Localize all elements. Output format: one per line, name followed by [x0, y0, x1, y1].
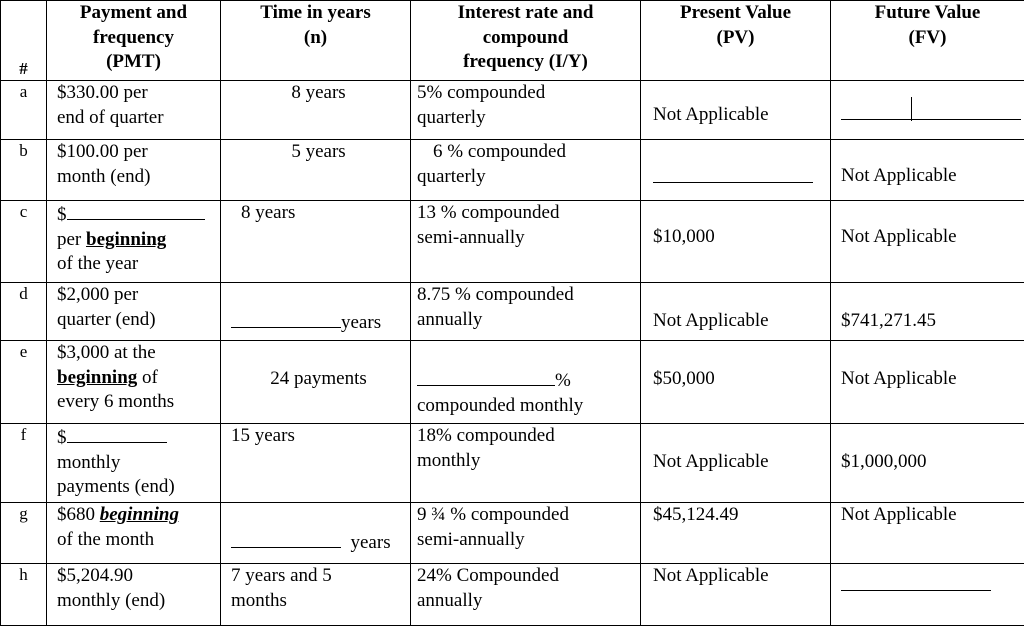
table-row — [1, 424, 1024, 503]
n-answer-blank[interactable] — [231, 529, 341, 548]
iy-cell: 24% Compounded annually — [411, 564, 641, 626]
pmt-cell: $100.00 per month (end) — [47, 140, 221, 201]
fv-cell: Not Applicable — [831, 201, 1024, 283]
fv-cell: Not Applicable — [831, 503, 1024, 564]
fv-cell[interactable] — [831, 81, 1024, 140]
pv-cell: $45,124.49 — [641, 503, 831, 564]
table-row — [1, 201, 1024, 283]
n-cell: 7 years and 5 months — [221, 564, 411, 626]
n-cell: years — [221, 503, 411, 564]
pmt-cell: $ per beginning of the year — [47, 201, 221, 283]
iy-cell: 9 ¾ % compounded semi-annually — [411, 503, 641, 564]
pmt-cell: $2,000 per quarter (end) — [47, 283, 221, 341]
header-n: Time in years (n) — [221, 1, 411, 81]
header-number: # — [1, 1, 47, 81]
pv-cell: Not Applicable — [641, 424, 831, 503]
pmt-answer-blank[interactable] — [67, 424, 167, 443]
pv-cell: Not Applicable — [641, 564, 831, 626]
pmt-answer-blank[interactable] — [67, 201, 205, 220]
pv-cell: $50,000 — [641, 341, 831, 424]
n-cell: 15 years — [221, 424, 411, 503]
iy-cell: 8.75 % compounded annually — [411, 283, 641, 341]
row-id: a — [1, 81, 47, 140]
n-cell: years — [221, 283, 411, 341]
pv-cell: Not Applicable — [641, 283, 831, 341]
n-cell: 5 years — [221, 140, 411, 201]
pmt-cell: $ monthly payments (end) — [47, 424, 221, 503]
table-row — [1, 564, 1024, 626]
iy-cell: 5% compounded quarterly — [411, 81, 641, 140]
row-id: f — [1, 424, 47, 503]
row-id: c — [1, 201, 47, 283]
pmt-cell: $5,204.90 monthly (end) — [47, 564, 221, 626]
row-id: g — [1, 503, 47, 564]
fv-cell: $741,271.45 — [831, 283, 1024, 341]
header-fv: Future Value (FV) — [831, 1, 1024, 81]
iy-cell: 13 % compounded semi-annually — [411, 201, 641, 283]
fv-answer-blank[interactable] — [841, 101, 1021, 120]
pmt-cell: $330.00 per end of quarter — [47, 81, 221, 140]
table-row — [1, 503, 1024, 564]
pv-answer-blank[interactable] — [653, 164, 813, 183]
n-cell: 8 years — [221, 201, 411, 283]
table-row — [1, 341, 1024, 424]
header-pv: Present Value (PV) — [641, 1, 831, 81]
pv-cell[interactable] — [641, 140, 831, 201]
row-id: b — [1, 140, 47, 201]
fv-cell: $1,000,000 — [831, 424, 1024, 503]
fv-answer-blank[interactable] — [841, 572, 991, 591]
row-id: e — [1, 341, 47, 424]
iy-cell: 6 % compounded quarterly — [411, 140, 641, 201]
fv-cell[interactable] — [831, 564, 1024, 626]
iy-cell: 18% compounded monthly — [411, 424, 641, 503]
row-id: d — [1, 283, 47, 341]
table-row — [1, 283, 1024, 341]
table-row — [1, 81, 1024, 140]
fv-cell: Not Applicable — [831, 140, 1024, 201]
pv-cell: Not Applicable — [641, 81, 831, 140]
header-iy: Interest rate and compound frequency (I/Y) — [411, 1, 641, 81]
table-row — [1, 140, 1024, 201]
text-cursor — [911, 97, 912, 121]
iy-cell: % compounded monthly — [411, 341, 641, 424]
n-cell: 8 years — [221, 81, 411, 140]
row-id: h — [1, 564, 47, 626]
iy-answer-blank[interactable] — [417, 367, 555, 386]
fv-cell: Not Applicable — [831, 341, 1024, 424]
pv-cell: $10,000 — [641, 201, 831, 283]
pmt-cell: $680 beginning of the month — [47, 503, 221, 564]
pmt-cell: $3,000 at the beginning of every 6 months — [47, 341, 221, 424]
n-cell: 24 payments — [221, 341, 411, 424]
n-answer-blank[interactable] — [231, 309, 341, 328]
header-pmt: Payment and frequency (PMT) — [47, 1, 221, 81]
header-row — [1, 1, 1024, 81]
